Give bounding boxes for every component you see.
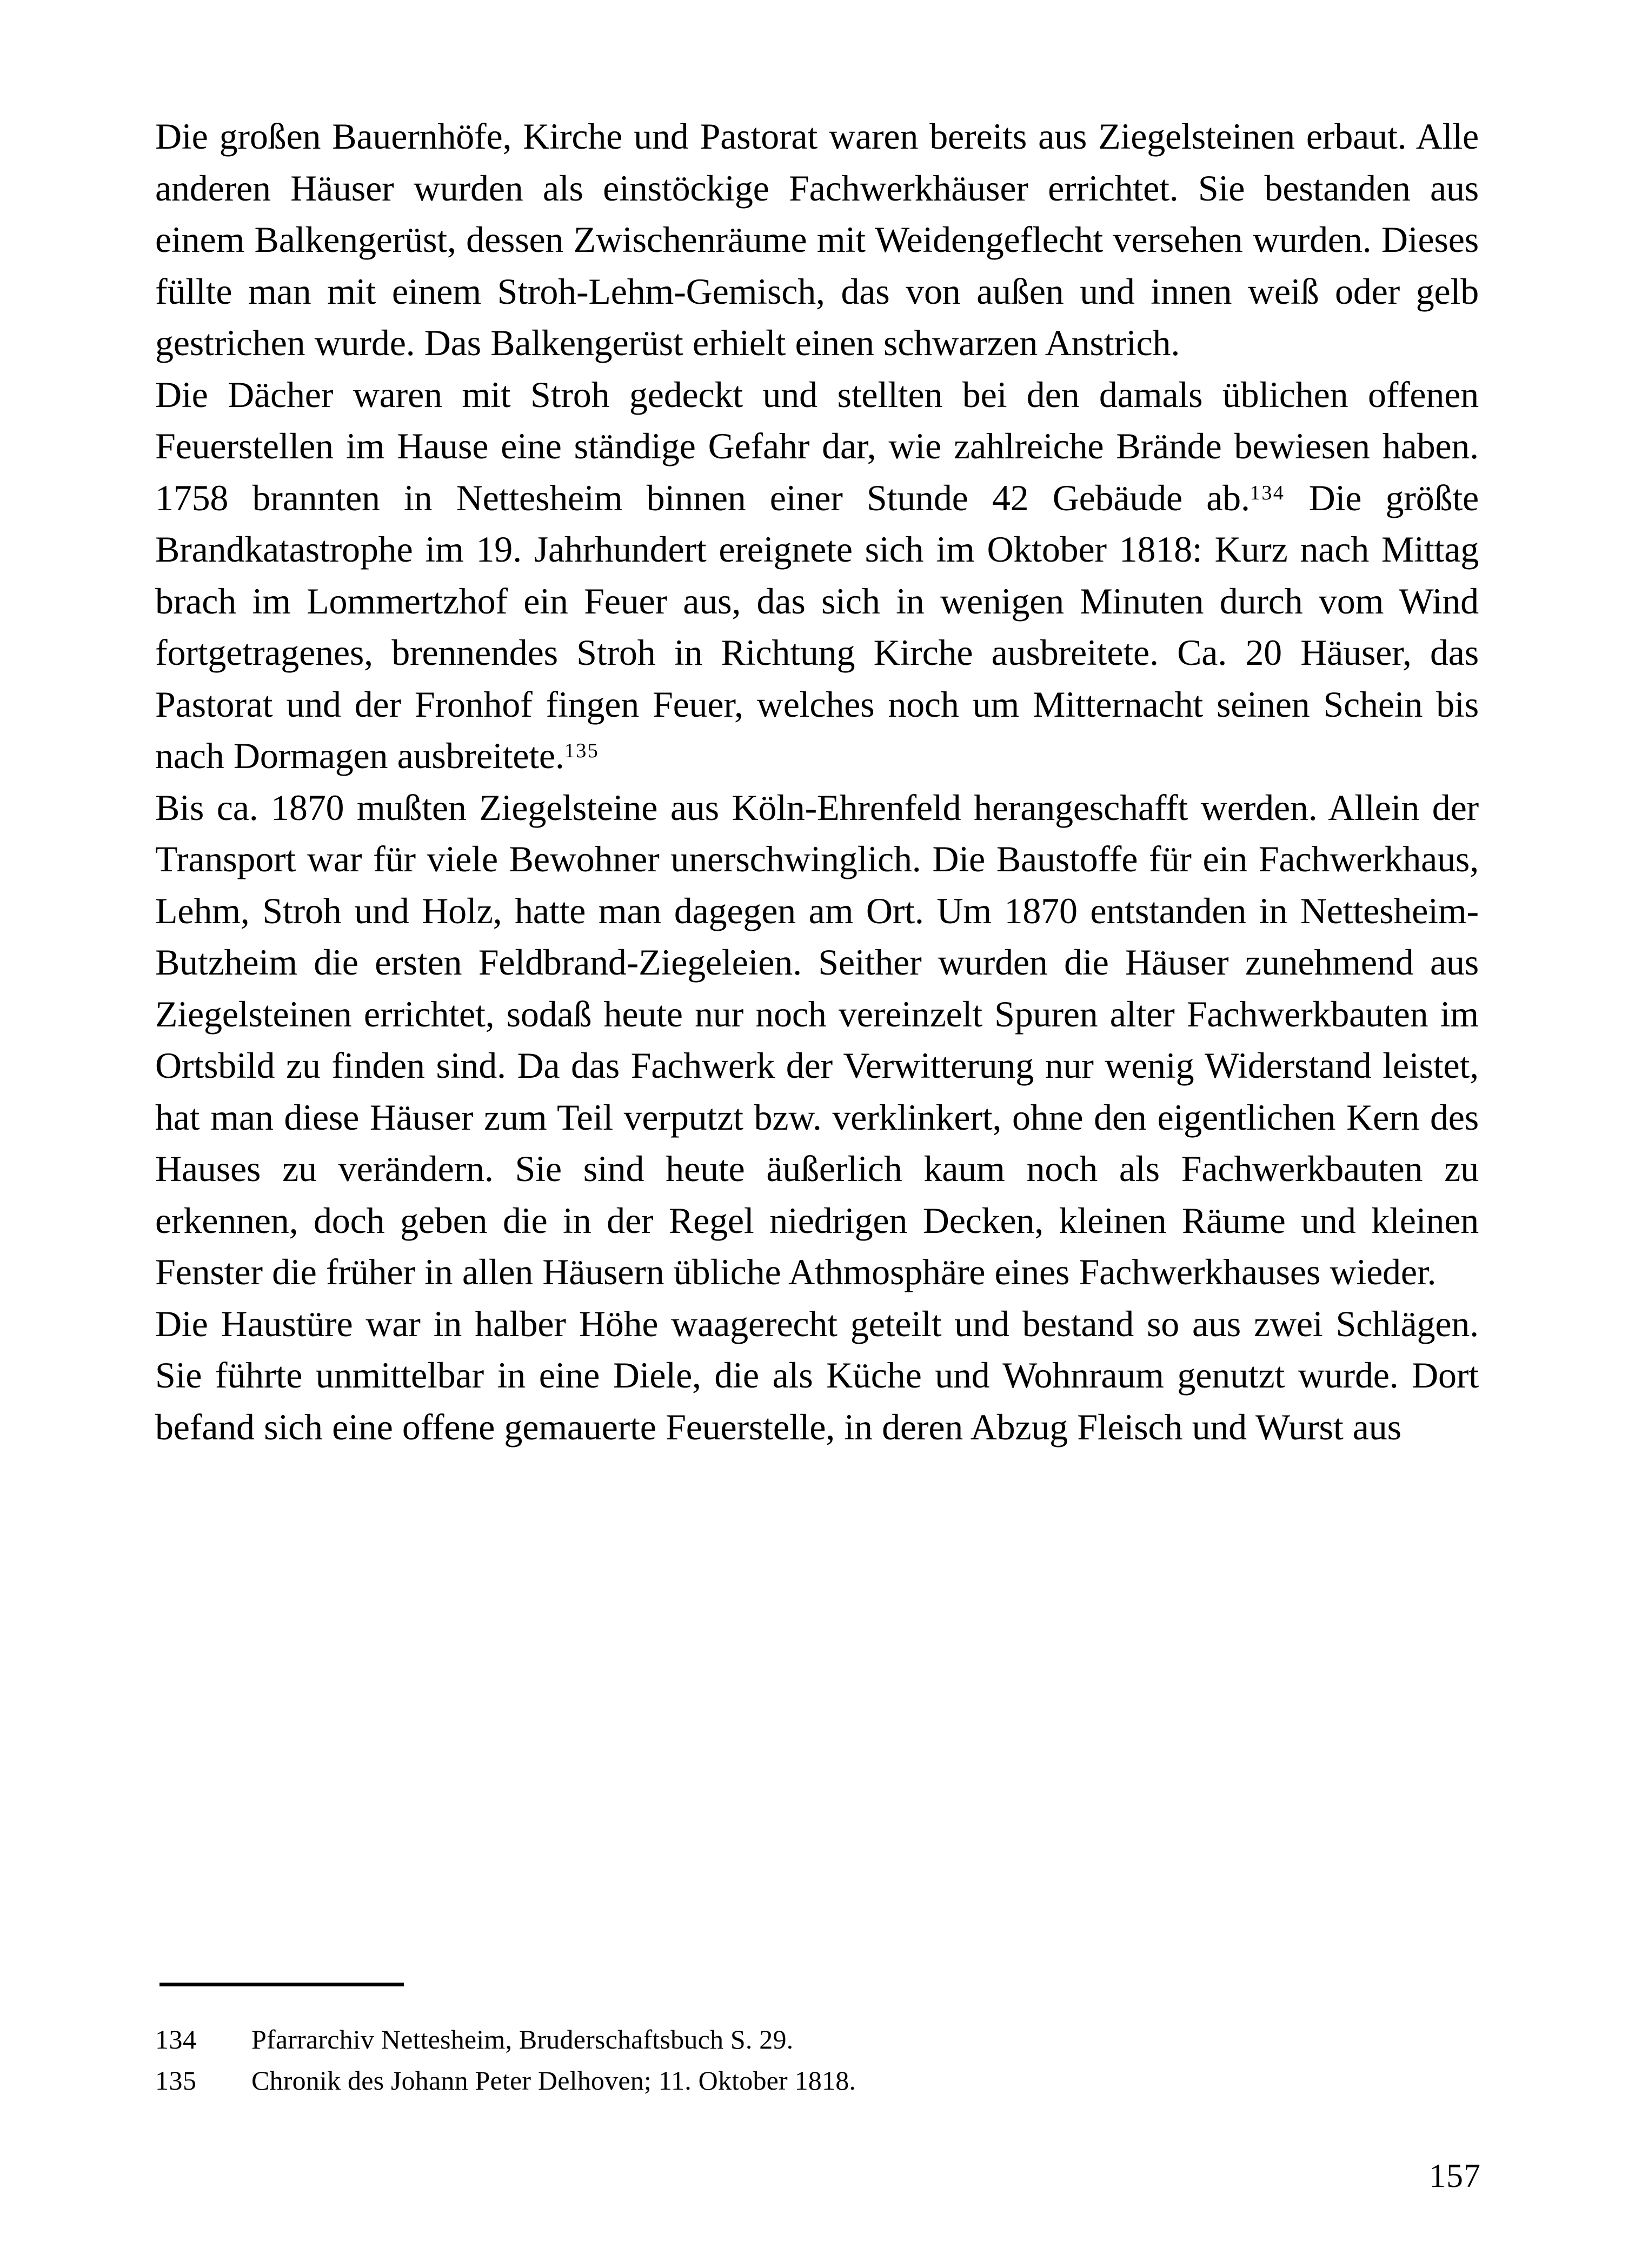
footnote-marker-135[interactable]: 135	[564, 739, 600, 763]
footnote-separator-rule	[159, 1983, 404, 1986]
paragraph-haustuere: Die Haustüre war in halber Höhe waagerecht geteilt und bestand so aus zwei Schlägen. Sie führte unmittelbar in eine Diele, die als Küche und Wohnraum genutzt wurde. Dort befand sich eine offene gemauerte Feuerstelle, in deren Abzug Fleisch und Wurst aus	[155, 1303, 1479, 1447]
paragraph-daecher-part-2: Die größte Brandkatastrophe im 19. Jahrhundert ereignete sich im Oktober 1818: Kurz nach Mittag brach im Lommertzhof ein Feuer aus, das sich in wenigen Minuten durch vom Wind fortgetragenes, brennendes Stroh in Richtung Kirche ausbreitete. Ca. 20 Häuser, das Pastorat und der Fronhof fingen Feuer, welches noch um Mitternacht seinen Schein bis nach Dormagen ausbreitete.	[155, 477, 1479, 776]
paragraph-daecher	[155, 369, 1479, 782]
paragraph-ziegelsteine: Bis ca. 1870 mußten Ziegelsteine aus Köln-Ehrenfeld herangeschafft werden. Allein der Transport war für viele Bewohner unerschwinglich. Die Baustoffe für ein Fachwerkhaus, Lehm, Stroh und Holz, hatte man dagegen am Ort. Um 1870 entstanden in Nettesheim-Butzheim die ersten Feldbrand-Ziegeleien. Seither wurden die Häuser zunehmend aus Ziegelsteinen errichtet, sodaß heute nur noch vereinzelt Spuren alter Fachwerkbauten im Ortsbild zu finden sind. Da das Fachwerk der Verwitterung nur wenig Widerstand leistet, hat man diese Häuser zum Teil verputzt bzw. verklinkert, ohne den eigentlichen Kern des Hauses zu verändern. Sie sind heute äußerlich kaum noch als Fachwerkbauten zu erkennen, doch geben die in der Regel niedrigen Decken, kleinen Räume und kleinen Fenster die früher in allen Häusern übliche Athmosphäre eines Fachwerkhauses wieder.	[155, 786, 1479, 1292]
footnote-text: Pfarrarchiv Nettesheim, Bruderschaftsbuch S. 29.	[251, 2024, 794, 2054]
page-number: 157	[1429, 2158, 1481, 2194]
footnote-list	[155, 2019, 1479, 2101]
footnote-marker-134[interactable]: 134	[1249, 481, 1285, 504]
paragraph-daecher-part-1: Die Dächer waren mit Stroh gedeckt und stellten bei den damals üblichen offenen Feuerstellen im Hause eine ständige Gefahr dar, wie zahlreiche Brände bewiesen haben. 1758 brannten in Nettesheim binnen einer Stunde 42 Gebäude ab.	[155, 373, 1479, 518]
footnote-item-134	[155, 2019, 1479, 2060]
footnote-text: Chronik des Johann Peter Delhoven; 11. Oktober 1818.	[251, 2065, 856, 2096]
body-text-block	[155, 111, 1479, 1453]
footnote-number: 135	[155, 2065, 197, 2096]
footnote-item-135	[155, 2060, 1479, 2101]
footnote-number: 134	[155, 2024, 197, 2054]
paragraph-bauernhoefe: Die großen Bauernhöfe, Kirche und Pastorat waren bereits aus Ziegelsteinen erbaut. Alle anderen Häuser wurden als einstöckige Fachwerkhäuser errichtet. Sie bestanden aus einem Balkengerüst, dessen Zwischenräume mit Weidengeflecht versehen wurden. Dieses füllte man mit einem Stroh-Lehm-Gemisch, das von außen und innen weiß oder gelb gestrichen wurde. Das Balkengerüst erhielt einen schwarzen Anstrich.	[155, 116, 1479, 363]
